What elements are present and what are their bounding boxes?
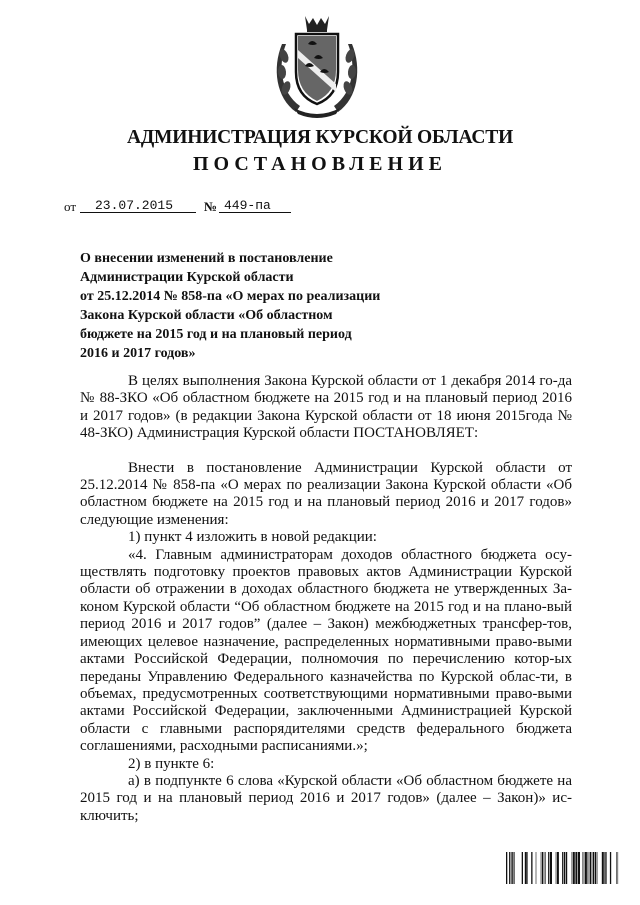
from-label: от <box>64 199 77 214</box>
coat-of-arms-emblem <box>272 14 362 118</box>
resolution-paragraph: Внести в постановление Администрации Курской области от 25.12.2014 № 858-па «О мерах по реализации Закона Курской области «Об областном бюджете на 2015 год и на плановый период 2016 и 2017 годов» следующие изменения: <box>80 459 572 528</box>
document-date: 23.07.2015 <box>95 198 174 213</box>
barcode <box>506 852 626 884</box>
subject-line: О внесении изменений в постановление <box>80 251 333 266</box>
subject-line: от 25.12.2014 № 858-па «О мерах по реализации <box>80 289 381 304</box>
subject-line: 2016 и 2017 годов» <box>80 346 196 361</box>
subject-line: бюджете на 2015 год и на плановый период <box>80 327 352 342</box>
preamble-paragraph: В целях выполнения Закона Курской области от 1 декабря 2014 го-да № 88-ЗКО «Об областном бюджете на 2015 год и на плановый период 2016 и 2017 годов» (в редакции Закона Курской области от 18 июня 2015года № 48-ЗКО) Администрация Курской области ПОСТАНОВЛЯЕТ: <box>80 373 572 442</box>
subject-line: Закона Курской области «Об областном <box>80 308 333 323</box>
document-type-title: ПОСТАНОВЛЕНИЕ <box>193 153 447 175</box>
number-label: № <box>204 199 218 214</box>
item-2-paragraph: 2) в пункте 6: <box>128 755 215 772</box>
document-number: 449-па <box>224 198 271 213</box>
subitem-a-paragraph: а) в подпункте 6 слова «Курской области «Об областном бюджете на 2015 год и на плановый период 2016 и 2017 годов» (далее – Закон)» ис-ключить; <box>80 772 572 824</box>
item-1-paragraph: 1) пункт 4 изложить в новой редакции: <box>128 529 377 546</box>
registration-line <box>64 196 384 218</box>
organization-name: АДМИНИСТРАЦИЯ КУРСКОЙ ОБЛАСТИ <box>126 127 514 148</box>
item-4-quote-paragraph: «4. Главным администраторам доходов областного бюджета осу-ществлять подготовку проектов правовых актов Администрации Курской области об отражении в доходах областного бюджета не утвержденных За-коном Курской области “Об областном бюджете на 2015 год и на плано-вый период 2016 и 2017 годов” (далее – Закон) межбюджетных трансфер-тов, имеющих целевое назначение, распределенных нормативными право-выми актами Российской Федерации, полномочия по перечислению котор-ых переданы Управлению Федерального казначейства по Курской облас-ти, в объемах, предусмотренных соответствующими нормативными право-выми актами Российской Федерации, заключенными Администрацией Курской области с главными распорядителями средств федерального бюджета соглашениями, расходными расписаниями.»; <box>80 546 572 755</box>
subject-line: Администрации Курской области <box>80 270 294 285</box>
document-body <box>80 373 572 825</box>
document-subject <box>80 249 440 363</box>
